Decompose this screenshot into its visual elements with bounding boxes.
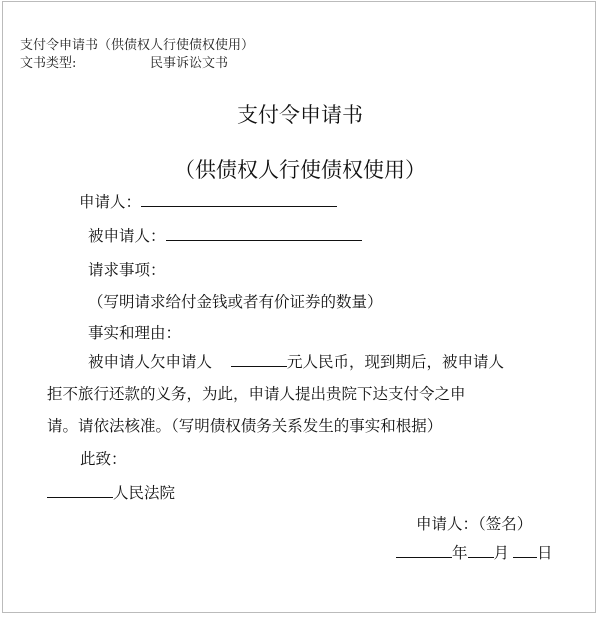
document-name: 支付令申请书（供债权人行使债权使用） bbox=[20, 38, 255, 53]
court-blank bbox=[47, 496, 113, 498]
respondent-blank bbox=[166, 239, 362, 241]
page-subtitle: （供债权人行使债权使用） bbox=[174, 158, 426, 182]
court-row bbox=[47, 481, 175, 503]
day-label: 日 bbox=[537, 544, 553, 562]
court-label: 人民法院 bbox=[113, 484, 176, 502]
applicant-label: 申请人： bbox=[79, 193, 142, 211]
month-blank bbox=[468, 556, 494, 558]
salutation: 此致： bbox=[80, 450, 127, 468]
facts-line-1 bbox=[88, 350, 504, 372]
signer-label: 申请人：（签名） bbox=[416, 515, 533, 533]
doc-type-label: 文书类型: bbox=[20, 56, 77, 71]
year-blank bbox=[396, 556, 452, 558]
applicant-blank bbox=[141, 205, 337, 207]
respondent-label: 被申请人： bbox=[88, 227, 166, 245]
date-row bbox=[396, 541, 553, 563]
doc-type-value: 民事诉讼文书 bbox=[150, 56, 229, 71]
facts-line-1-b: 元人民币，现到期后，被申请人 bbox=[286, 353, 504, 371]
amount-blank bbox=[231, 365, 287, 367]
facts-line-3: 请。请依法核准。（写明债权债务关系发生的事实和根据） bbox=[47, 417, 443, 435]
year-label: 年 bbox=[452, 544, 468, 562]
facts-label: 事实和理由： bbox=[88, 324, 182, 342]
month-label: 月 bbox=[493, 544, 510, 562]
page-title: 支付令申请书 bbox=[237, 103, 363, 127]
facts-line-2: 拒不旅行还款的义务，为此，申请人提出贵院下达支付令之申 bbox=[47, 385, 466, 403]
claims-note: （写明请求给付金钱或者有价证券的数量） bbox=[88, 293, 383, 311]
respondent-row bbox=[88, 224, 362, 246]
facts-line-1-a: 被申请人欠申请人 bbox=[88, 353, 213, 371]
claims-label: 请求事项： bbox=[88, 261, 166, 279]
day-blank bbox=[513, 556, 537, 558]
applicant-row bbox=[79, 190, 337, 212]
